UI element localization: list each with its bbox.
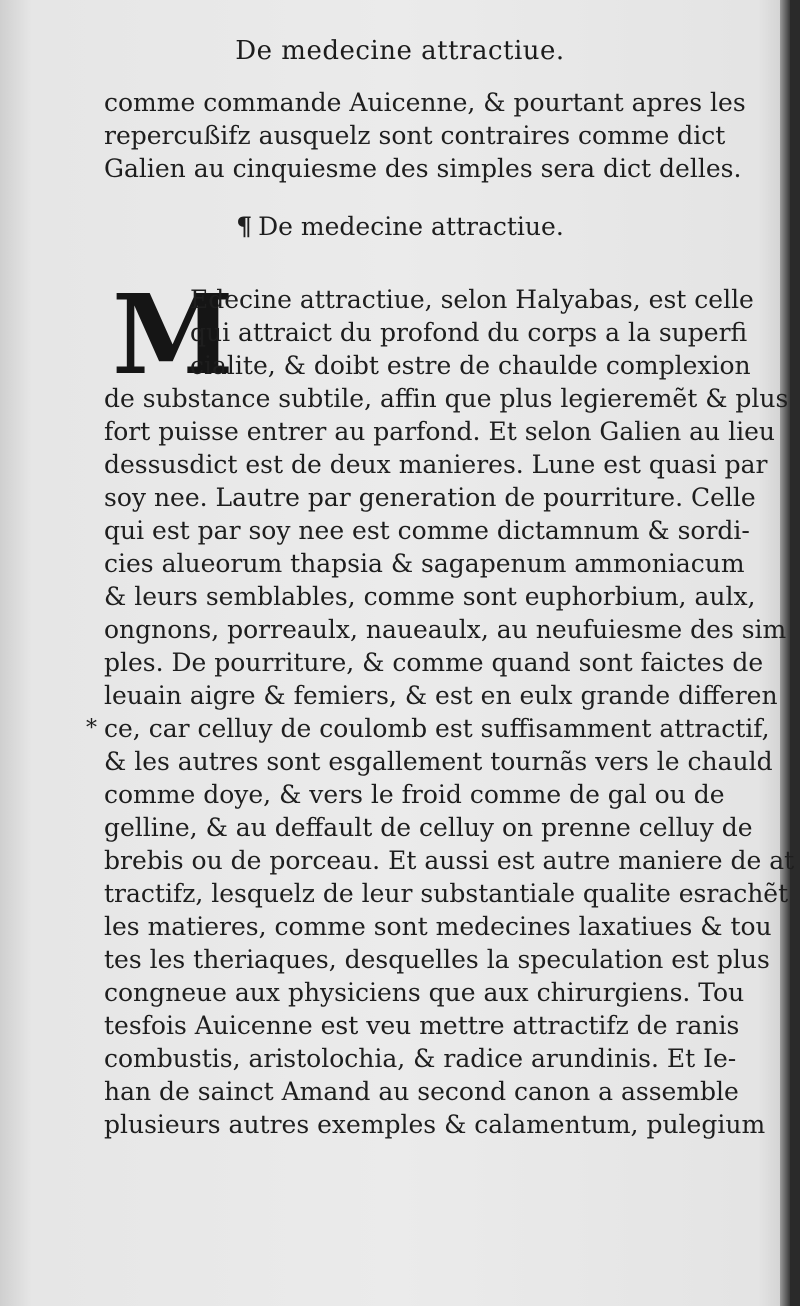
running-head: De medecine attractiue. — [235, 36, 565, 66]
text-line: ongnons, porreaulx, naueaulx, au neufuiesme des sim — [104, 615, 787, 644]
pilcrow-icon: ¶ — [236, 212, 253, 241]
text-line: tes les theriaques, desquelles la speculation est plus — [104, 945, 770, 974]
text-line: plusieurs autres exemples & calamentum, pulegium — [104, 1110, 766, 1139]
text-line: congneue aux physiciens que aux chirurgiens. Tou — [104, 978, 745, 1007]
section-heading-text: De medecine attractiue. — [258, 212, 564, 241]
text-line: les matieres, comme sont medecines laxatiues & tou — [104, 912, 772, 941]
margin-mark: * — [86, 716, 97, 741]
text-line: gelline, & au deffault de celluy on prenne celluy de — [104, 813, 753, 842]
text-line: & les autres sont esgallement tournãs vers le chauld — [104, 747, 773, 776]
text-line: de substance subtile, affin que plus legieremẽt & plus — [104, 384, 789, 413]
text-line: comme commande Auicenne, & pourtant apres les — [104, 88, 746, 117]
text-line: comme doye, & vers le froid comme de gal ou de — [104, 780, 725, 809]
text-line: han de sainct Amand au second canon a assemble — [104, 1077, 739, 1106]
text-line: ples. De pourriture, & comme quand sont faictes de — [104, 648, 764, 677]
drop-cap: M — [112, 270, 234, 399]
text-line: leuain aigre & femiers, & est en eulx grande differen — [104, 681, 778, 710]
text-line: fort puisse entrer au parfond. Et selon Galien au lieu — [104, 417, 775, 446]
text-line: soy nee. Lautre par generation de pourriture. Celle — [104, 483, 756, 512]
section-heading — [0, 212, 800, 241]
text-line: ce, car celluy de coulomb est suffisamment attractif, — [104, 714, 770, 743]
text-line: cies alueorum thapsia & sagapenum ammoniacum — [104, 549, 745, 578]
text-line: repercußifz ausquelz sont contraires comme dict — [104, 121, 726, 150]
text-line: & leurs semblables, comme sont euphorbium, aulx, — [104, 582, 756, 611]
text-line: tractifz, lesquelz de leur substantiale qualite esrachẽt — [104, 879, 789, 908]
text-line: Edecine attractiue, selon Halyabas, est celle — [190, 285, 754, 314]
text-line: Galien au cinquiesme des simples sera dict delles. — [104, 154, 742, 183]
text-line: qui attraict du profond du corps a la superfi — [190, 318, 748, 347]
text-line: brebis ou de porceau. Et aussi est autre maniere de at — [104, 846, 795, 875]
text-line: tesfois Auicenne est veu mettre attractifz de ranis — [104, 1011, 740, 1040]
text-line: cialite, & doibt estre de chaulde complexion — [190, 351, 751, 380]
page-edge — [780, 0, 790, 1306]
text-line: dessusdict est de deux manieres. Lune est quasi par — [104, 450, 768, 479]
text-line: qui est par soy nee est comme dictamnum & sordi- — [104, 516, 750, 545]
text-line: combustis, aristolochia, & radice arundinis. Et Ie- — [104, 1044, 737, 1073]
